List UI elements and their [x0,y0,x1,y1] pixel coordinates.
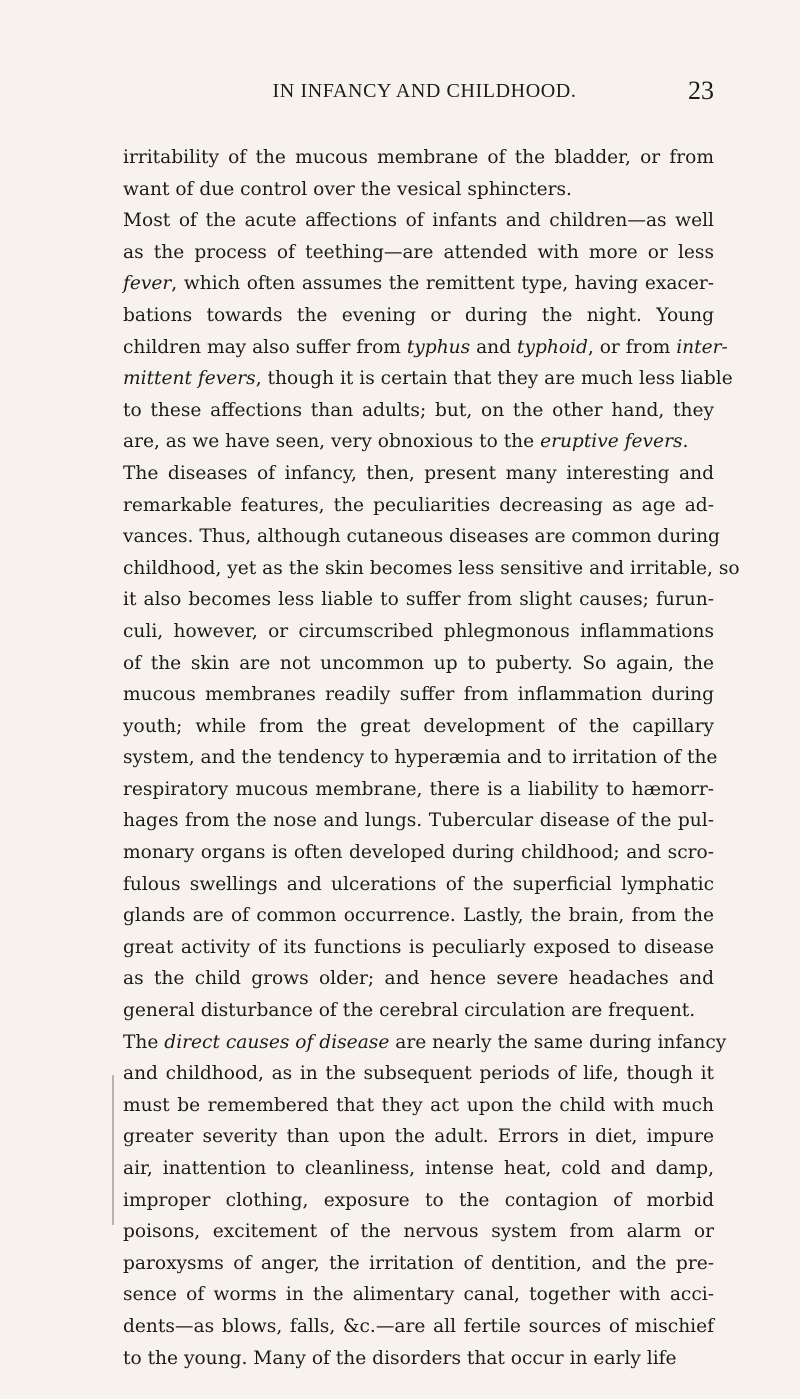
text-run: to the young. Many of the disorders that occur in early life [123,1347,677,1369]
italic-text: typhoid [516,336,588,358]
text-run: culi, however, or circumscribed phlegmonous inflammations [123,620,714,642]
body-text [123,142,740,1374]
text-line [123,963,714,995]
text-line [123,332,728,364]
text-line [123,300,714,332]
text-line [123,648,714,680]
page-number: 23 [688,76,714,105]
text-run: poisons, excitement of the nervous system from alarm or [123,1221,714,1243]
text-run: paroxysms of anger, the irritation of dentition, and the pre- [123,1252,714,1274]
text-line [123,1153,714,1185]
text-run: to these affections than adults; but, on the other hand, they [123,399,714,421]
italic-text: fever [123,273,172,295]
text-run: vances. Thus, although cutaneous diseases are common during [123,526,720,548]
italic-text: typhus [406,336,471,358]
text-run: as the process of teething—are attended with more or less [123,241,714,263]
text-run: irritability of the mucous membrane of the bladder, or from [123,147,714,168]
text-run: childhood, yet as the skin becomes less sensitive and irritable, so [123,557,740,579]
text-line [123,363,733,395]
text-run: it also becomes less liable to suffer from slight causes; furun- [123,589,714,611]
text-run: system, and the tendency to hyperæmia and to irritation of the [123,747,718,769]
text-line [123,268,714,300]
text-run: as the child grows older; and hence severe headaches and [123,968,714,990]
text-line [123,1343,714,1375]
text-line [123,1121,714,1153]
text-run: greater severity than upon the adult. Errors in diet, impure [123,1126,714,1148]
text-line [123,742,718,774]
text-line [123,584,714,616]
text-line [123,679,714,711]
text-run: , which often assumes the remittent type, having exacer- [171,273,714,295]
text-line [123,174,714,206]
text-run: must be remembered that they act upon the child with much [123,1094,714,1116]
text-line [123,995,714,1027]
text-run: are, as we have seen, very obnoxious to the [123,431,541,453]
text-line [123,774,714,806]
text-line [123,869,714,901]
italic-text: eruptive fevers [540,431,683,453]
running-title: IN INFANCY AND CHILDHOOD. [272,80,577,102]
text-run: great activity of its functions is peculiarly exposed to disease [123,936,714,958]
text-run: , or from [587,336,677,358]
text-run: improper clothing, exposure to the contagion of morbid [123,1189,714,1211]
text-run: respiratory mucous membrane, there is a liability to hæmorr- [123,778,714,800]
text-line [123,616,714,648]
running-header [123,76,714,112]
italic-text: direct causes of disease [164,1031,390,1053]
text-line [123,142,714,174]
text-run: general disturbance of the cerebral circulation are frequent. [123,1000,696,1022]
text-line [123,426,714,458]
text-run: mucous membranes readily suffer from inflammation during [123,684,714,706]
text-line [123,711,714,743]
text-line [123,237,714,269]
text-line [123,521,720,553]
text-run: and [470,336,517,358]
text-run: youth; while from the great development of the capillary [123,715,714,737]
text-line [123,932,714,964]
text-line [123,395,714,427]
text-line [123,553,740,585]
text-run: monary organs is often developed during childhood; and scro- [123,842,714,864]
text-line [123,1279,714,1311]
text-run: hages from the nose and lungs. Tubercular disease of the pul- [123,810,714,832]
text-run: children may also suffer from [123,336,407,358]
text-run: glands are of common occurrence. Lastly, the brain, from the [123,905,714,927]
text-line [123,900,714,932]
text-run: of the skin are not uncommon up to puberty. So again, the [123,652,714,674]
text-line [123,1058,714,1090]
text-run: fulous swellings and ulcerations of the superficial lymphatic [123,873,714,895]
text-line [123,1248,714,1280]
text-run: and childhood, as in the subsequent periods of life, though it [123,1063,714,1085]
italic-text: inter- [676,336,728,358]
margin-mark [112,1075,114,1225]
text-run: dents—as blows, falls, &c.—are all fertile sources of mischief [123,1315,714,1337]
text-run: The [123,1031,165,1053]
text-run: bations towards the evening or during the night. Young [123,304,714,326]
text-line [123,490,714,522]
text-run: Most of the acute affections of infants and children—as well [123,210,714,232]
text-line [123,837,714,869]
italic-text: mittent fevers [123,368,256,390]
text-line [123,805,714,837]
text-run: are nearly the same during infancy [389,1031,727,1053]
text-line [123,1216,714,1248]
text-line [123,1311,714,1343]
text-run: want of due control over the vesical sphincters. [123,178,572,200]
text-line [123,1090,714,1122]
text-line [123,458,714,490]
text-line [123,205,714,237]
text-line [123,1185,714,1217]
text-run: remarkable features, the peculiarities decreasing as age ad- [123,494,714,516]
text-run: , though it is certain that they are much less liable [255,368,733,390]
text-run: sence of worms in the alimentary canal, together with acci- [123,1284,714,1306]
text-run: . [682,431,689,453]
text-run: The diseases of infancy, then, present many interesting and [123,462,714,484]
text-line [123,1027,727,1059]
text-run: air, inattention to cleanliness, intense heat, cold and damp, [123,1158,714,1179]
